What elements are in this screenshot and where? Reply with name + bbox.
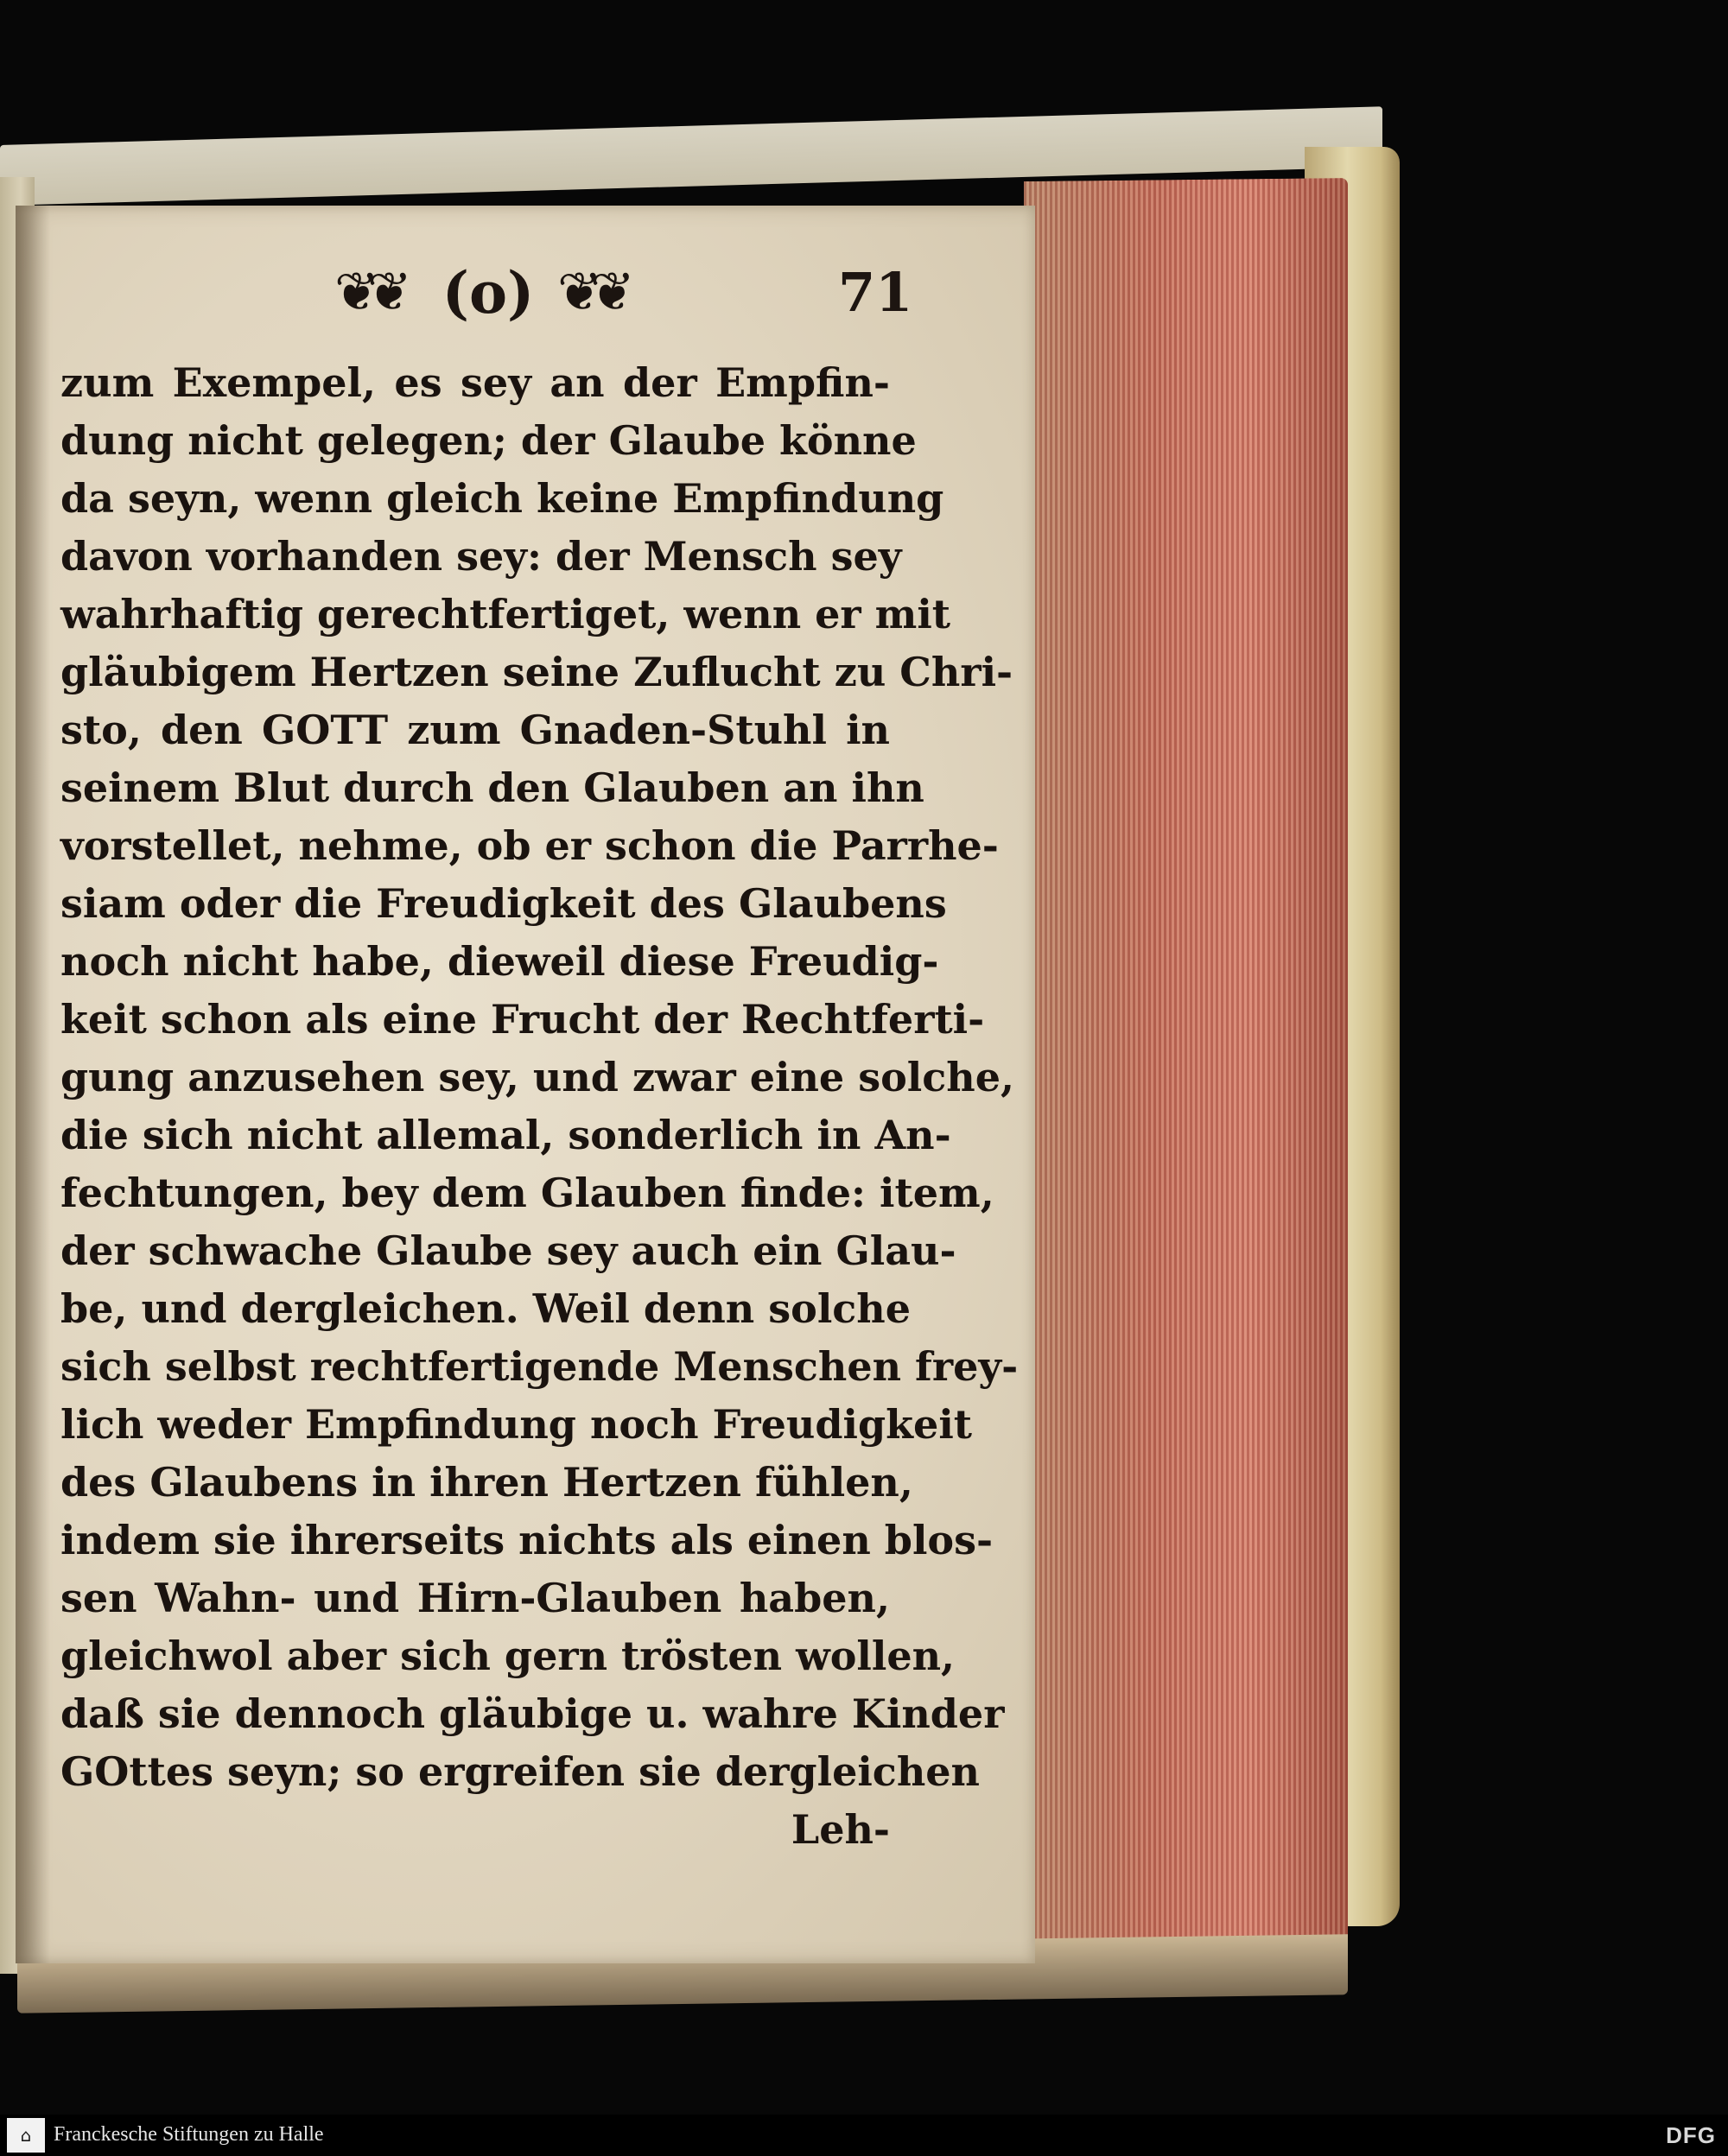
text-line: keit schon als eine Frucht der Rechtferti- bbox=[60, 996, 985, 1043]
text-line: siam oder die Freudigkeit des Glaubens bbox=[60, 880, 947, 927]
text-line: gleichwol aber sich gern trösten wollen, bbox=[60, 1633, 956, 1679]
text-line: wahrhaftig gerechtfertiget, wenn er mit bbox=[60, 591, 951, 637]
viewer-footer bbox=[0, 2115, 1728, 2156]
header-mark: (o) bbox=[442, 259, 535, 327]
page-number: 71 bbox=[838, 261, 913, 324]
text-line: die sich nicht allemal, sonderlich in An- bbox=[60, 1112, 951, 1158]
text-line: davon vorhanden sey: der Mensch sey bbox=[60, 533, 902, 580]
building-icon: ⌂ bbox=[7, 2118, 45, 2153]
text-line: seinem Blut durch den Glauben an ihn bbox=[60, 764, 924, 811]
text-line: GOttes seyn; so ergreifen sie dergleichen bbox=[60, 1748, 980, 1795]
page-edges bbox=[1024, 178, 1348, 1969]
text-line: sto, den GOTT zum Gnaden-Stuhl in bbox=[60, 707, 890, 753]
institution-name: Franckesche Stiftungen zu Halle bbox=[54, 2123, 324, 2146]
text-line: be, und dergleichen. Weil denn solche bbox=[60, 1285, 912, 1332]
body-text bbox=[60, 354, 1019, 1859]
spine-shadow bbox=[16, 206, 50, 1963]
text-line: zum Exempel, es sey an der Empfin- bbox=[60, 359, 890, 406]
text-line: noch nicht habe, dieweil diese Freudig- bbox=[60, 938, 939, 985]
text-line: fechtungen, bey dem Glauben finde: item, bbox=[60, 1170, 994, 1216]
text-line: des Glaubens in ihren Hertzen fühlen, bbox=[60, 1459, 913, 1506]
text-line: sen Wahn- und Hirn-Glauben haben, bbox=[60, 1575, 890, 1621]
funder-logo: DFG bbox=[1666, 2122, 1716, 2148]
ornament-right-icon: ❦❦ bbox=[557, 260, 623, 323]
text-line: da seyn, wenn gleich keine Empfindung bbox=[60, 475, 944, 522]
text-line: indem sie ihrerseits nichts als einen blos- bbox=[60, 1517, 994, 1563]
text-line: lich weder Empfindung noch Freudigkeit bbox=[60, 1401, 973, 1448]
text-line: sich selbst rechtfertigende Menschen frey- bbox=[60, 1343, 1019, 1390]
catchword: Leh- bbox=[791, 1806, 890, 1853]
text-line: der schwache Glaube sey auch ein Glau- bbox=[60, 1227, 956, 1274]
text-line: vorstellet, nehme, ob er schon die Parrhe- bbox=[60, 822, 999, 869]
text-line: gläubigem Hertzen seine Zuflucht zu Chri- bbox=[60, 649, 1013, 695]
ornament-left-icon: ❦❦ bbox=[334, 260, 400, 323]
page-header bbox=[320, 250, 913, 346]
text-line: dung nicht gelegen; der Glaube könne bbox=[60, 417, 917, 464]
text-line: gung anzusehen sey, und zwar eine solche, bbox=[60, 1054, 1014, 1100]
text-line: daß sie dennoch gläubige u. wahre Kinder bbox=[60, 1690, 1005, 1737]
